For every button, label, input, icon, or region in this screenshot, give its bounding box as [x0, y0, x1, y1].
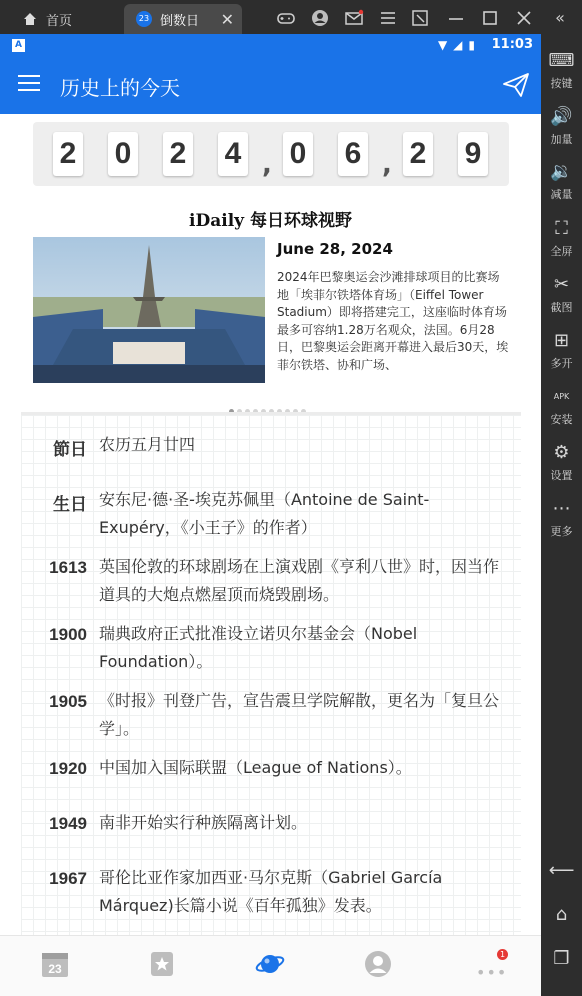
mail-icon[interactable]	[344, 8, 364, 28]
counter-digit: 2	[403, 132, 433, 176]
event-year: 1949	[49, 814, 87, 833]
star-card-icon[interactable]	[147, 949, 177, 979]
fullscreen-icon: ⛶	[555, 218, 568, 239]
sidebar-label: 减量	[550, 188, 573, 201]
event-text: 哥伦比亚作家加西亚·马尔克斯（Gabriel García Márquez)长篇小说《百年孤独》发表。	[99, 868, 443, 915]
more-icon: ⋯	[552, 498, 571, 519]
sidebar-fullscreen-button[interactable]	[541, 218, 582, 259]
account-icon[interactable]	[310, 8, 330, 28]
counter-digit: 9	[458, 132, 488, 176]
close-tab-icon[interactable]: ✕	[220, 10, 234, 29]
sidebar-label: 更多	[550, 525, 573, 538]
calendar-day: 23	[48, 962, 62, 976]
status-bar	[0, 34, 541, 58]
app-bar	[0, 58, 541, 114]
sidebar-label: 全屏	[550, 245, 573, 258]
event-text: 英国伦敦的环球剧场在上演戏剧《亨利八世》时，因当作道具的大炮点燃屋顶而烧毁剧场。	[99, 557, 500, 604]
counter-separator: ,	[262, 150, 272, 180]
event-key: 生日	[53, 495, 87, 515]
event-text: 农历五月廿四	[99, 435, 196, 454]
event-key: 節日	[53, 440, 87, 460]
dots: •••	[476, 963, 508, 982]
event-text: 《时报》刊登广告，宣告震旦学院解散，更名为「复旦公学」。	[99, 691, 500, 738]
idaily-date: June 28, 2024	[277, 240, 393, 258]
counter-digit: 2	[53, 132, 83, 176]
sidebar-install-apk-button[interactable]	[541, 386, 582, 427]
date-counter	[33, 122, 509, 186]
keyboard-icon: ⌨	[548, 50, 575, 71]
app-notification-icon: A	[12, 39, 25, 52]
sidebar-keyboard-button[interactable]	[541, 50, 582, 91]
emulator-sidebar	[541, 34, 582, 996]
maximize-icon[interactable]	[480, 8, 500, 28]
sidebar-more-button[interactable]	[541, 498, 582, 539]
event-year: 1900	[49, 625, 87, 644]
planet-icon[interactable]	[255, 949, 285, 979]
tab-countdown[interactable]	[124, 4, 242, 34]
home-icon: ⌂	[555, 904, 568, 925]
sidebar-label: 截图	[550, 301, 573, 314]
back-arrow-icon: ⟵	[548, 860, 575, 881]
counter-digit: 0	[283, 132, 313, 176]
phone-screen	[0, 34, 541, 996]
android-home-button[interactable]	[541, 904, 582, 929]
event-text: 安东尼·德·圣-埃克苏佩里（Antoine de Saint-Exupéry，《小王子》的作者）	[99, 490, 430, 537]
counter-digit: 2	[163, 132, 193, 176]
countdown-app-icon: 23	[136, 11, 152, 27]
recent-apps-icon: ❐	[553, 948, 570, 969]
android-back-button[interactable]	[541, 860, 582, 885]
counter-digit: 0	[108, 132, 138, 176]
apk-icon: APK	[553, 392, 570, 401]
event-text: 瑞典政府正式批准设立诺贝尔基金会（Nobel Foundation）。	[99, 624, 418, 671]
sidebar-multi-instance-button[interactable]	[541, 330, 582, 371]
event-year: 1905	[49, 692, 87, 711]
notification-badge: 1	[497, 949, 508, 960]
event-year: 1920	[49, 759, 87, 778]
sidebar-label: 安装	[550, 413, 573, 426]
tab-countdown-label: 倒数日	[160, 13, 200, 29]
bottom-navigation	[0, 935, 541, 996]
event-year: 1967	[49, 869, 87, 888]
profile-icon[interactable]	[363, 949, 393, 979]
counter-digit: 6	[338, 132, 368, 176]
event-year: 1613	[49, 558, 87, 577]
home-icon	[22, 11, 38, 27]
gamepad-icon[interactable]	[276, 8, 296, 28]
tab-home[interactable]	[0, 4, 122, 34]
idaily-description[interactable]: 2024年巴黎奥运会沙滩排球项目的比赛场地「埃菲尔铁塔体育场」（Eiffel Tower Stadium）即将搭建完工，这座临时体育场最多可容纳1.28万名观众，法国。6月28日，巴黎奥运会距离开幕进入最后30天，埃菲尔铁塔、协和广场、	[277, 270, 509, 372]
scissors-icon: ✂	[553, 274, 570, 295]
sidebar-volume-up-button[interactable]	[541, 106, 582, 147]
close-window-icon[interactable]	[514, 8, 534, 28]
sidebar-label: 多开	[550, 357, 573, 370]
history-events-list	[21, 415, 521, 935]
send-icon[interactable]	[501, 70, 531, 100]
emulator-titlebar	[0, 0, 582, 34]
sidebar-label: 按键	[550, 77, 573, 90]
volume-down-icon: 🔉	[550, 161, 573, 182]
sidebar-label: 设置	[550, 469, 573, 482]
multi-instance-icon: ⊞	[553, 330, 570, 351]
status-icons: ▼◢▮	[437, 38, 481, 52]
collapse-sidebar-icon[interactable]: «	[555, 8, 565, 27]
idaily-title: iDaily 每日环球视野	[189, 211, 352, 231]
event-text: 南非开始实行种族隔离计划。	[99, 813, 308, 832]
menu-icon[interactable]	[378, 8, 398, 28]
tab-home-label: 首页	[46, 13, 73, 29]
counter-separator: ,	[382, 150, 392, 180]
more-icon[interactable]	[472, 949, 508, 982]
sidebar-label: 加量	[550, 133, 573, 146]
carousel-indicator	[229, 399, 309, 405]
android-recents-button[interactable]	[541, 948, 582, 973]
sidebar-volume-down-button[interactable]	[541, 161, 582, 202]
event-text: 中国加入国际联盟（League of Nations）。	[99, 758, 412, 777]
sidebar-settings-button[interactable]	[541, 442, 582, 483]
sidebar-screenshot-button[interactable]	[541, 274, 582, 315]
page-title: 历史上的今天	[60, 76, 180, 100]
gear-icon: ⚙	[553, 442, 570, 463]
idaily-photo[interactable]	[33, 237, 265, 383]
volume-up-icon: 🔊	[550, 106, 573, 127]
counter-digit: 4	[218, 132, 248, 176]
pin-window-icon[interactable]	[410, 8, 430, 28]
status-time: 11:03	[491, 37, 533, 52]
hamburger-menu-icon[interactable]	[18, 75, 40, 95]
calendar-icon[interactable]	[40, 949, 70, 979]
minimize-icon[interactable]	[446, 8, 466, 28]
